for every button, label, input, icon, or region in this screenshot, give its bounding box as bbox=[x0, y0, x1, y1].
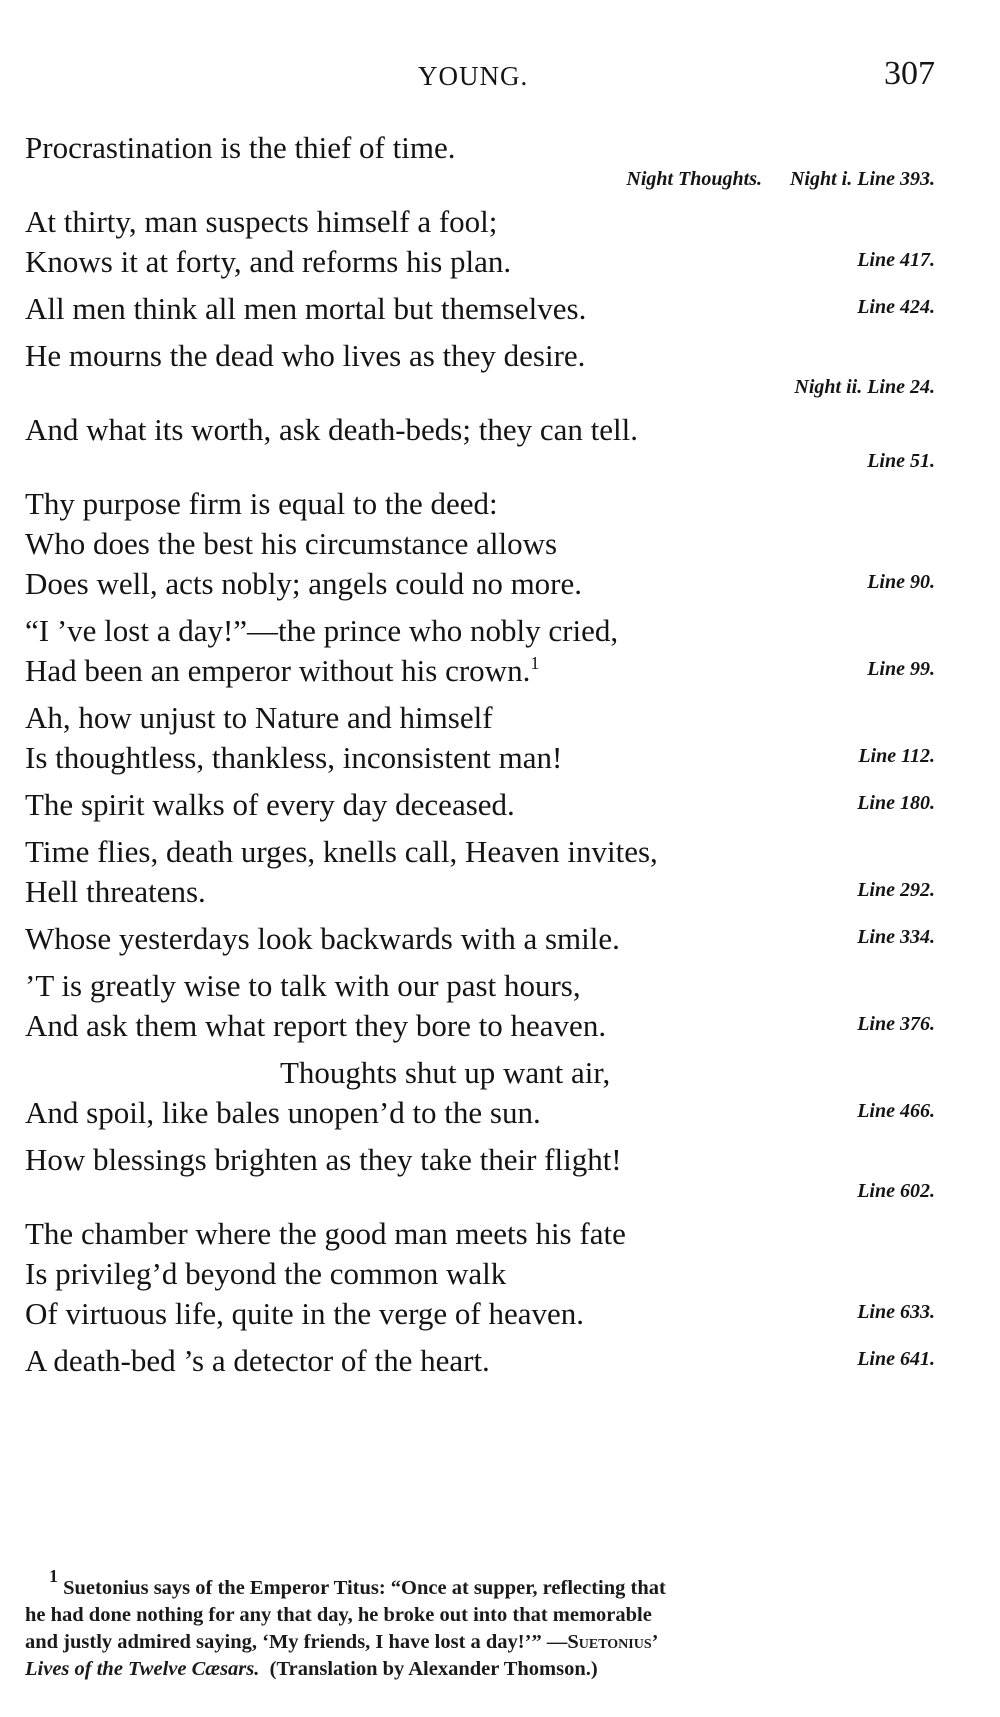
quote-citation: Line 424. bbox=[857, 296, 935, 318]
quote-line: And ask them what report they bore to heaven. Line 376. bbox=[25, 1006, 935, 1046]
footnote-line: Lives of the Twelve Cæsars. (Translation by Alexander Thomson.) bbox=[25, 1658, 598, 1680]
footnote-line: and justly admired saying, ‘My friends, I have lost a day!’” —Suetonius’ bbox=[25, 1631, 659, 1653]
quote-citation: Line 99. bbox=[867, 658, 935, 680]
footnote-line: $^1$ Suetonius says of the Emperor Titus: “Once at supper, reflecting that bbox=[49, 1566, 666, 1599]
quote-line: Had been an emperor without his crown.$^1$ Line 99. bbox=[25, 651, 935, 691]
quote-line: Ah, how unjust to Nature and himself bbox=[25, 700, 493, 735]
footnote-author: Suetonius’ bbox=[567, 1631, 659, 1653]
quote-chamber bbox=[25, 1214, 935, 1334]
quote-citation: Line 466. bbox=[857, 1100, 935, 1122]
quote-line: And what its worth, ask death-beds; they can tell. bbox=[25, 412, 638, 447]
quote-citation: Line 90. bbox=[867, 571, 935, 593]
citation-work: Night Thoughts. bbox=[626, 168, 762, 190]
quote-lost-a-day bbox=[25, 611, 935, 691]
quote-citation: Line 51. bbox=[867, 450, 935, 472]
citation-location: Night i. Line 393. bbox=[789, 168, 935, 190]
quote-mourns-the-dead bbox=[25, 336, 935, 403]
page-header bbox=[0, 55, 1000, 105]
footnote-reference: 1 bbox=[530, 653, 540, 673]
quote-citation bbox=[25, 168, 935, 195]
quote-line: The spirit walks of every day deceased. Line 180. bbox=[25, 785, 935, 825]
quote-line: The chamber where the good man meets his fate bbox=[25, 1216, 626, 1251]
quote-how-unjust bbox=[25, 698, 935, 778]
quote-citation: Line 641. bbox=[857, 1348, 935, 1370]
quote-procrastination bbox=[25, 128, 935, 195]
quote-line: How blessings brighten as they take their flight! bbox=[25, 1142, 622, 1177]
quote-line: “I ’ve lost a day!”—the prince who nobly cried, bbox=[25, 613, 619, 648]
quote-thoughts-shut-up bbox=[25, 1053, 935, 1133]
quote-death-beds bbox=[25, 410, 935, 477]
footnote-book-title: Lives of the Twelve Cæsars. bbox=[25, 1658, 260, 1680]
quote-citation: Night ii. Line 24. bbox=[794, 376, 935, 398]
quote-line: Thoughts shut up want air, bbox=[280, 1055, 611, 1090]
quote-line: Hell threatens. Line 292. bbox=[25, 872, 935, 912]
quote-spirit-walks bbox=[25, 785, 935, 825]
quote-line: Whose yesterdays look backwards with a smile. Line 334. bbox=[25, 919, 935, 959]
quote-citation: Line 334. bbox=[857, 926, 935, 948]
quote-line: Of virtuous life, quite in the verge of heaven. Line 633. bbox=[25, 1294, 935, 1334]
quote-time-flies bbox=[25, 832, 935, 912]
quote-line: He mourns the dead who lives as they desire. bbox=[25, 338, 586, 373]
quote-line: Thy purpose firm is equal to the deed: bbox=[25, 486, 498, 521]
quote-yesterdays bbox=[25, 919, 935, 959]
quote-line: Who does the best his circumstance allows bbox=[25, 526, 558, 561]
quote-line: All men think all men mortal but themselves. Line 424. bbox=[25, 289, 935, 329]
quote-death-bed-detector bbox=[25, 1341, 935, 1381]
quotation-list bbox=[25, 128, 935, 1388]
quote-line: Is privileg’d beyond the common walk bbox=[25, 1256, 507, 1291]
quote-citation: Line 112. bbox=[858, 745, 935, 767]
quote-line: ’T is greatly wise to talk with our past hours, bbox=[25, 968, 581, 1003]
quote-line: At thirty, man suspects himself a fool; bbox=[25, 204, 498, 239]
page-number: 307 bbox=[884, 55, 935, 92]
quote-line: Procrastination is the thief of time. bbox=[25, 130, 456, 165]
quote-line: Is thoughtless, thankless, inconsistent man! Line 112. bbox=[25, 738, 935, 778]
footnote-mark: 1 bbox=[49, 1566, 58, 1586]
quote-citation: Line 633. bbox=[857, 1301, 935, 1323]
quote-citation: Line 602. bbox=[857, 1180, 935, 1202]
quote-line: A death-bed ’s a detector of the heart. Line 641. bbox=[25, 1341, 935, 1381]
running-head: YOUNG. bbox=[418, 61, 529, 91]
quote-purpose-firm bbox=[25, 484, 935, 604]
quote-citation: Line 376. bbox=[857, 1013, 935, 1035]
quote-blessings-brighten bbox=[25, 1140, 935, 1207]
footnote bbox=[25, 1566, 935, 1683]
quote-line: Knows it at forty, and reforms his plan. Line 417. bbox=[25, 242, 935, 282]
footnote-line: he had done nothing for any that day, he broke out into that memorable bbox=[25, 1604, 652, 1626]
quote-citation: Line 292. bbox=[857, 879, 935, 901]
quote-citation: Line 180. bbox=[857, 792, 935, 814]
quote-line: And spoil, like bales unopen’d to the sun. Line 466. bbox=[25, 1093, 935, 1133]
quote-citation: Line 417. bbox=[857, 249, 935, 271]
quote-line: Time flies, death urges, knells call, Heaven invites, bbox=[25, 834, 658, 869]
quote-past-hours bbox=[25, 966, 935, 1046]
quote-all-men-mortal bbox=[25, 289, 935, 329]
quote-line: Does well, acts nobly; angels could no more. Line 90. bbox=[25, 564, 935, 604]
quote-at-thirty bbox=[25, 202, 935, 282]
